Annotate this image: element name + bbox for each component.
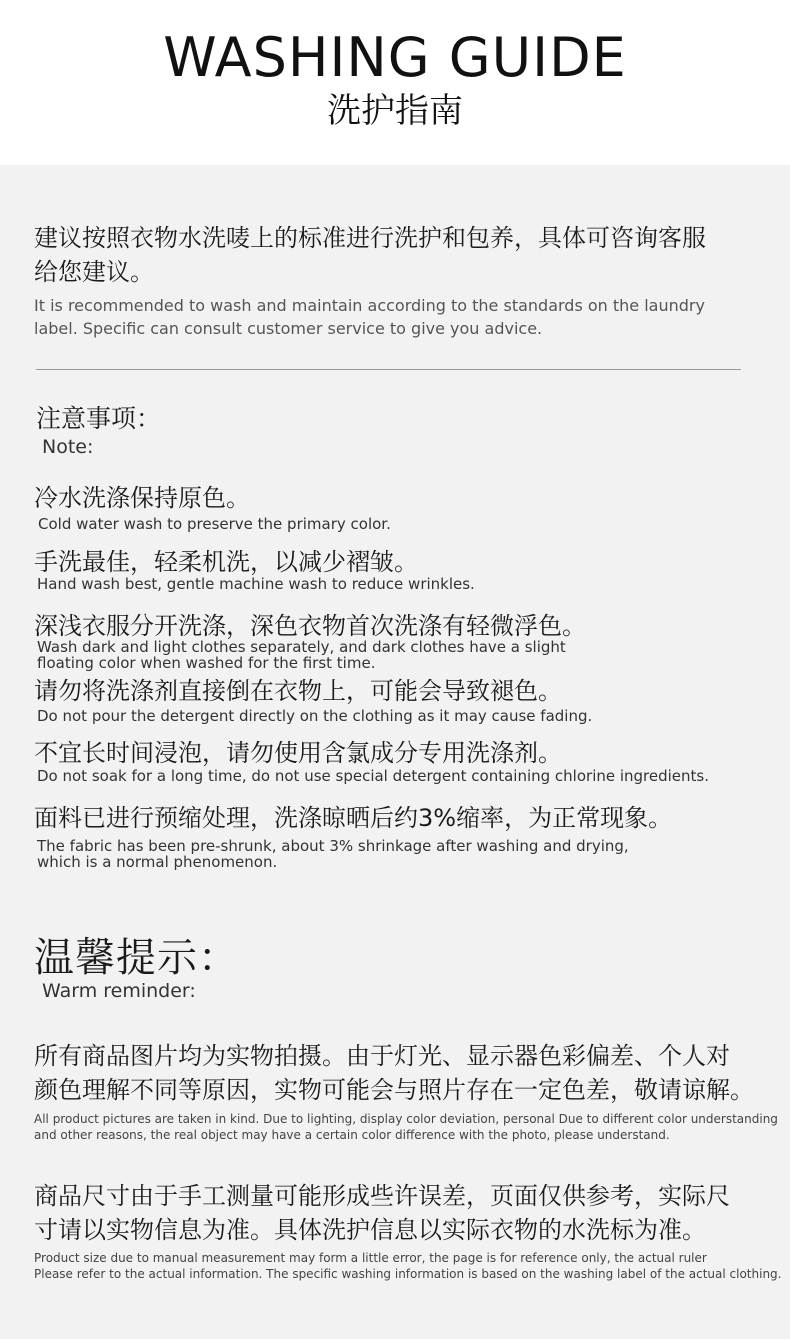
reminder-para-en: All product pictures are taken in kind. Due to lighting, display color deviation, personal Due to different color understanding xyxy=(34,1112,778,1126)
header xyxy=(0,0,790,165)
page-title-zh: 洗护指南 xyxy=(327,91,463,131)
reminder-para-en: Product size due to manual measurement may form a little error, the page is for reference only, the actual ruler xyxy=(34,1251,707,1265)
reminder-heading-en: Warm reminder: xyxy=(42,980,196,1002)
note-item-en: floating color when washed for the first time. xyxy=(37,654,376,672)
reminder-heading-zh: 温馨提示： xyxy=(34,935,239,981)
note-item-en: Wash dark and light clothes separately, and dark clothes have a slight xyxy=(37,638,566,656)
intro-en-line1: It is recommended to wash and maintain according to the standards on the laundry xyxy=(34,296,705,315)
note-item-zh: 冷水洗涤保持原色。 xyxy=(34,484,250,512)
note-item-en: which is a normal phenomenon. xyxy=(37,853,278,871)
note-heading-zh: 注意事项： xyxy=(36,404,162,433)
intro-zh-line1: 建议按照衣物水洗唛上的标准进行洗护和包养，具体可咨询客服 xyxy=(34,224,706,252)
reminder-para-zh: 颜色理解不同等原因，实物可能会与照片存在一定色差，敬请谅解。 xyxy=(34,1076,754,1104)
reminder-para-zh: 商品尺寸由于手工测量可能形成些许误差，页面仅供参考，实际尺 xyxy=(34,1182,730,1210)
intro-en-line2: label. Specific can consult customer service to give you advice. xyxy=(34,319,543,338)
note-item-zh: 面料已进行预缩处理，洗涤晾晒后约3%缩率，为正常现象。 xyxy=(34,804,673,832)
note-item-en: Do not pour the detergent directly on the clothing as it may cause fading. xyxy=(37,707,593,725)
intro-zh-line2: 给您建议。 xyxy=(34,258,154,286)
note-item-zh: 深浅衣服分开洗涤，深色衣物首次洗涤有轻微浮色。 xyxy=(34,612,586,640)
note-heading-en: Note: xyxy=(42,436,94,458)
reminder-para-zh: 寸请以实物信息为准。具体洗护信息以实际衣物的水洗标为准。 xyxy=(34,1216,706,1244)
note-item-zh: 请勿将洗涤剂直接倒在衣物上，可能会导致褪色。 xyxy=(34,677,562,705)
note-item-en: Do not soak for a long time, do not use special detergent containing chlorine ingredients. xyxy=(37,767,710,785)
reminder-para-en: Please refer to the actual information. The specific washing information is based on the washing label of the actual clothing. xyxy=(34,1267,782,1281)
note-item-en: The fabric has been pre-shrunk, about 3% shrinkage after washing and drying, xyxy=(37,837,629,855)
note-item-en: Cold water wash to preserve the primary color. xyxy=(38,515,391,533)
note-item-zh: 手洗最佳，轻柔机洗，以减少褶皱。 xyxy=(34,548,418,576)
reminder-para-zh: 所有商品图片均为实物拍摄。由于灯光、显示器色彩偏差、个人对 xyxy=(34,1042,730,1070)
note-item-zh: 不宜长时间浸泡，请勿使用含氯成分专用洗涤剂。 xyxy=(34,739,562,767)
divider xyxy=(36,369,741,370)
page-title-en: WASHING GUIDE xyxy=(163,26,627,89)
reminder-para-en: and other reasons, the real object may have a certain color difference with the photo, please understand. xyxy=(34,1128,670,1142)
note-item-en: Hand wash best, gentle machine wash to reduce wrinkles. xyxy=(37,575,475,593)
